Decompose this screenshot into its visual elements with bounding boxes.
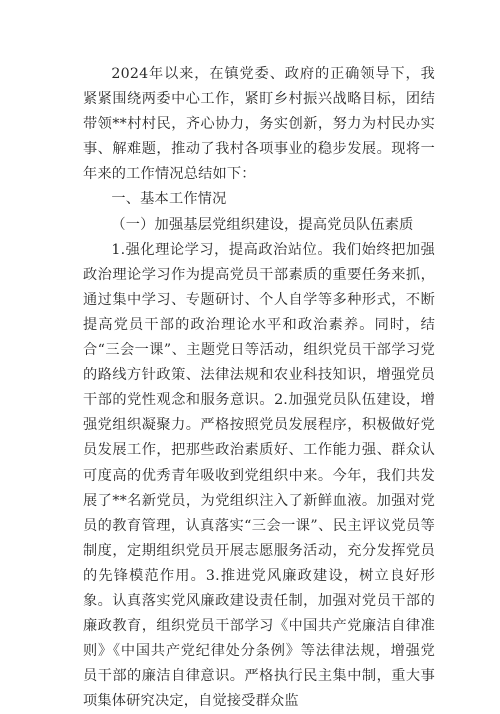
intro-paragraph: 2024年以来，在镇党委、政府的正确领导下，我紧紧围绕两委中心工作，紧盯乡村振兴战略目标，团结带领**村村民，齐心协力，务实创新，努力为村民办实事、解难题，推动了我村各项事业的稳步发展。现将一年来的工作情况总结如下：	[83, 66, 435, 183]
document-body	[83, 62, 435, 714]
sub-heading: （一）加强基层党组织建设，提高党员队伍素质	[111, 216, 414, 233]
section-heading: 一、基本工作情况	[111, 191, 227, 208]
body-paragraph: 1.强化理论学习，提高政治站位。我们始终把加强政治理论学习作为提高党员干部素质的重要任务来抓，通过集中学习、专题研讨、个人自学等多种形式，不断提高党员干部的政治理论水平和政治素养。同时，结合“三会一课”、主题党日等活动，组织党员干部学习党的路线方针政策、法律法规和农业科技知识，增强党员干部的党性观念和服务意识。2.加强党员队伍建设，增强党组织凝聚力。严格按照党员发展程序，积极做好党员发展工作，把那些政治素质好、工作能力强、群众认可度高的优秀青年吸收到党组织中来。今年，我们共发展了**名新党员，为党组织注入了新鲜血液。加强对党员的教育管理，认真落实“三会一课”、民主评议党员等制度，定期组织党员开展志愿服务活动，充分发挥党员的先锋模范作用。3.推进党风廉政建设，树立良好形象。认真落实党风廉政建设责任制，加强对党员干部的廉政教育，组织党员干部学习《中国共产党廉洁自律准则》《中国共产党纪律处分条例》等法律法规，增强党员干部的廉洁自律意识。严格执行民主集中制，重大事项集体研究决定，自觉接受群众监	[83, 241, 435, 710]
